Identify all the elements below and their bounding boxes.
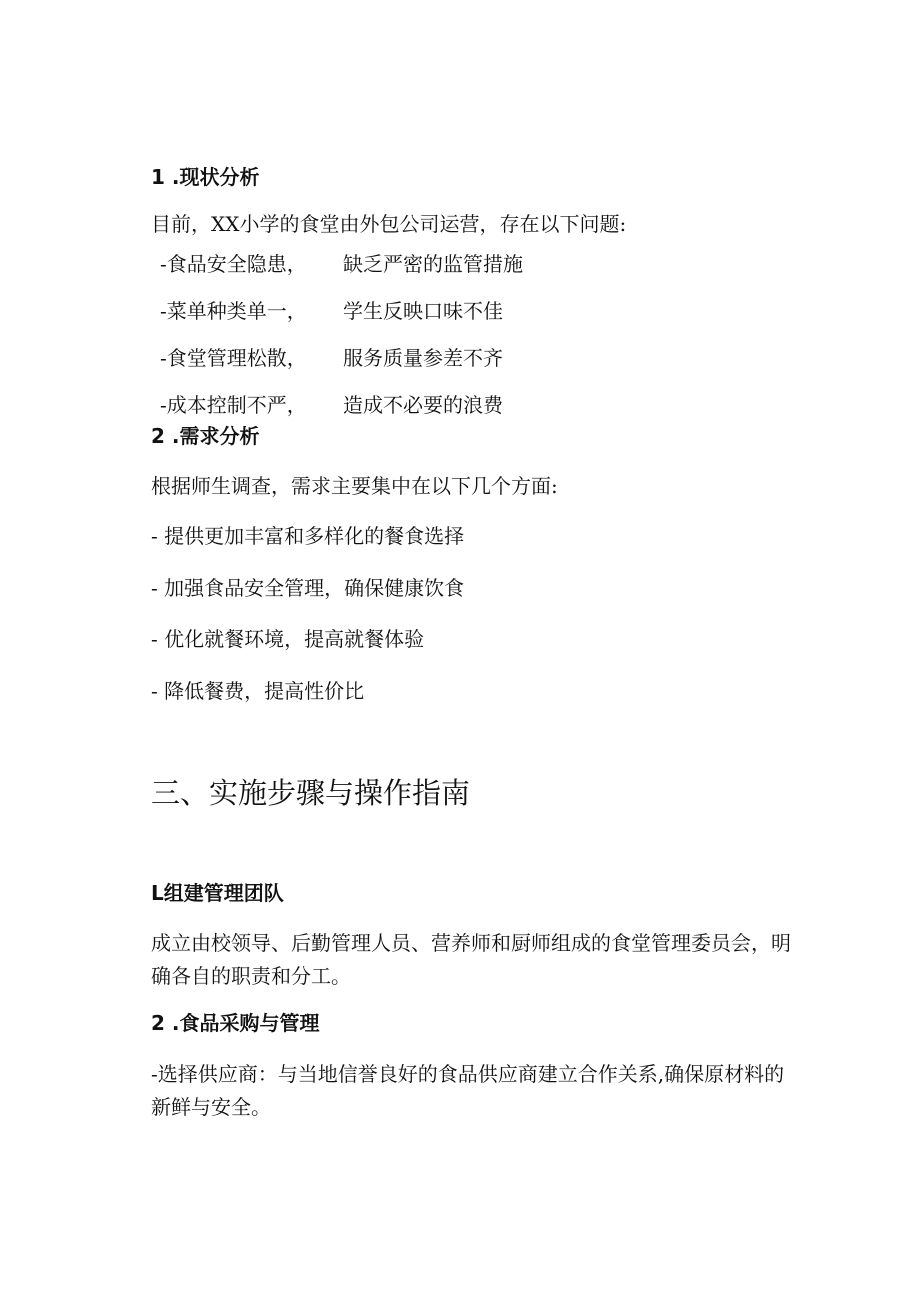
chapter-heading-implementation: 三、实施步骤与操作指南 — [151, 776, 471, 810]
issue-item-3-detail: 服务质量参差不齐 — [343, 346, 503, 370]
step-heading-procurement: 2 .食品采购与管理 — [151, 1011, 320, 1035]
need-item: - 降低餐费，提高性价比 — [151, 679, 365, 703]
issue-item-2-detail: 学生反映口味不佳 — [343, 299, 503, 323]
issue-item-4-problem: -成本控制不严， — [160, 393, 307, 417]
step-procurement-paragraph — [151, 1058, 801, 1124]
needs-analysis-intro: 根据师生调查，需求主要集中在以下几个方面: — [151, 474, 558, 498]
status-analysis-intro: 目前，XX小学的食堂由外包公司运营，存在以下问题: — [151, 212, 627, 236]
need-item: - 优化就餐环境，提高就餐体验 — [151, 627, 425, 651]
issue-item-4-detail: 造成不必要的浪费 — [343, 393, 503, 417]
issue-item-1-problem: -食品安全隐患， — [160, 252, 307, 276]
step-team-paragraph — [151, 927, 801, 993]
need-item: - 提供更加丰富和多样化的餐食选择 — [151, 524, 465, 548]
issue-item-2-problem: -菜单种类单一， — [160, 299, 307, 323]
issue-item-3-problem: -食堂管理松散， — [160, 346, 307, 370]
issue-item-1-detail: 缺乏严密的监管措施 — [343, 252, 523, 276]
step-heading-team: L组建管理团队 — [151, 881, 284, 905]
section-heading-needs-analysis: 2 .需求分析 — [151, 424, 260, 448]
need-item: - 加强食品安全管理，确保健康饮食 — [151, 576, 465, 600]
step-procurement-text: -选择供应商：与当地信誉良好的食品供应商建立合作关系,确保原材料的新鲜与安全。 — [151, 1062, 785, 1119]
step-team-text: 成立由校领导、后勤管理人员、营养师和厨师组成的食堂管理委员会，明确各自的职责和分工。 — [151, 931, 791, 988]
section-heading-status-analysis: 1 .现状分析 — [151, 165, 260, 189]
